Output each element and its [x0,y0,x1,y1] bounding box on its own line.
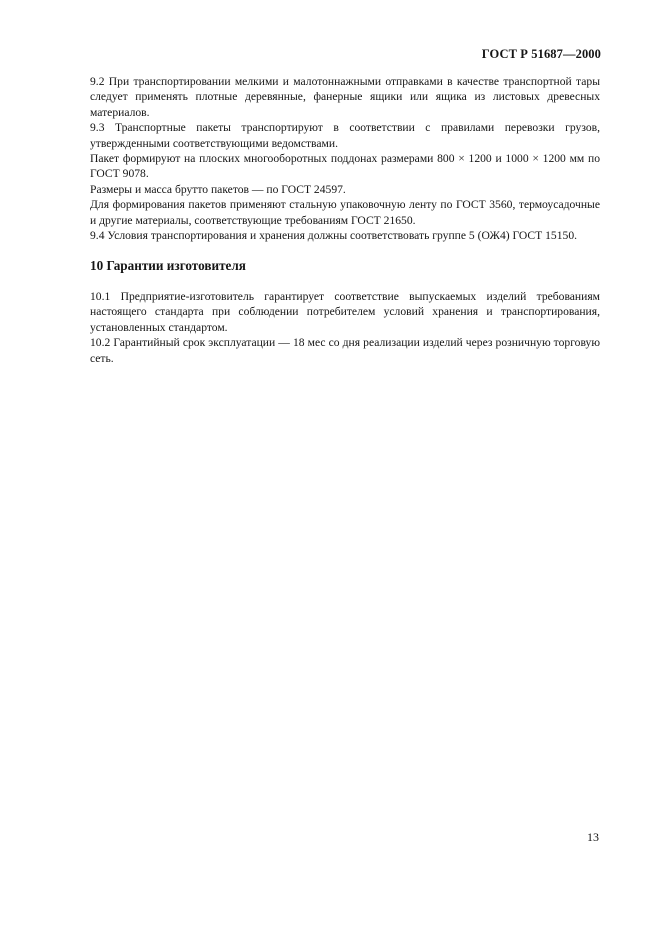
paragraph-9-3-dimensions-text: Размеры и масса брутто пакетов — по ГОСТ 24597. [90,182,346,196]
paragraph-10-2-text: 10.2 Гарантийный срок эксплуатации — 18 мес со дня реализации изделий через розничную торговую сеть. [90,336,600,365]
paragraph-9-3-pallets-text: Пакет формируют на плоских многооборотных поддонах размерами 800 × 1200 и 1000 × 1200 мм по ГОСТ 9078. [90,152,600,181]
paragraph-9-3-text: 9.3 Транспортные пакеты транспортируют в соответствии с правилами перевозки грузов, утвержденными соответствующими ведомствами. [90,121,600,150]
document-body [90,74,600,366]
paragraph-10-2 [90,335,600,366]
paragraph-9-3 [90,120,600,151]
document-code-header: ГОСТ Р 51687—2000 [481,47,601,61]
paragraph-9-2 [90,74,600,120]
paragraph-9-3-materials-text: Для формирования пакетов применяют стальную упаковочную ленту по ГОСТ 3560, термоусадочные и другие материалы, соответствующие требованиям ГОСТ 21650. [90,198,600,227]
paragraph-9-4-text: 9.4 Условия транспортирования и хранения должны соответствовать группе 5 (ОЖ4) ГОСТ 15150. [90,229,578,243]
paragraph-9-4 [90,228,600,243]
paragraph-9-3-materials [90,197,600,228]
section-10-title: 10 Гарантии изготовителя [90,258,246,274]
page-number: 13 [587,830,599,844]
paragraph-10-1 [90,289,600,335]
paragraph-9-3-pallets [90,151,600,182]
paragraph-10-1-text: 10.1 Предприятие-изготовитель гарантирует соответствие выпускаемых изделий требованиям настоящего стандарта при соблюдении потребителем условий хранения и транспортирования, установленных стандартом. [90,289,600,334]
paragraph-9-2-text: 9.2 При транспортировании мелкими и малотоннажными отправками в качестве транспортной тары следует применять плотные деревянные, фанерные ящики или ящика из листовых древесных материалов. [90,75,600,119]
paragraph-9-3-dimensions [90,182,600,197]
